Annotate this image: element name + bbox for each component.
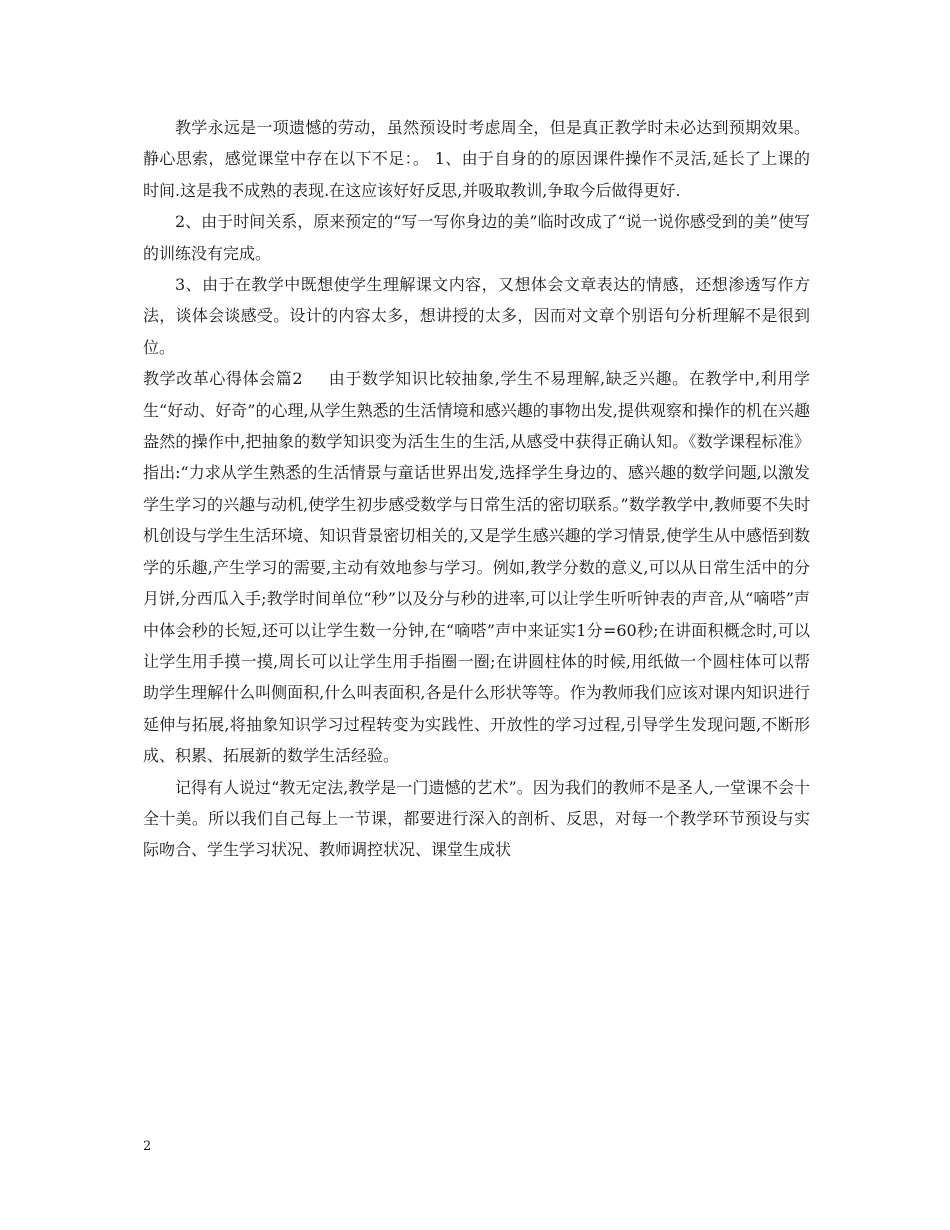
paragraph-3: 3、由于在教学中既想使学生理解课文内容，又想体会文章表达的情感，还想渗透写作方法，谈体会谈感受。设计的内容太多，想讲授的太多，因而对文章个别语句分析理解不是很到位。: [143, 275, 810, 357]
section-body: 由于数学知识比较抽象,学生不易理解,缺乏兴趣。在教学中,利用学生“好动、好奇”的心理,从学生熟悉的生活情境和感兴趣的事物出发,提供观察和操作的机在兴趣盎然的操作中,把抽象的数学知识变为活生生的生活,从感受中获得正确认知。《数学课程标准》指出:“力求从学生熟悉的生活情景与童话世界出发,选择学生身边的、感兴趣的数学问题,以激发学生学习的兴趣与动机,使学生初步感受数学与日常生活的密切联系。”数学教学中,教师要不失时机创设与学生生活环境、知识背景密切相关的,又是学生感兴趣的学习情景,使学生从中感悟到数学的乐趣,产生学习的需要,主动有效地参与学习。例如,教学分数的意义,可以从日常生活中的分月饼,分西瓜入手;教学时间单位“秒”以及分与秒的进率,可以让学生听听钟表的声音,从“嘀嗒”声中体会秒的长短,还可以让学生数一分钟,在“嘀嗒”声中来证实1分=60秒;在讲面积概念时,可以让学生用手摸一摸,周长可以让学生用手指圈一圈;在讲圆柱体的时候,用纸做一个圆柱体可以帮助学生理解什么叫侧面积,什么叫表面积,各是什么形状等等。作为教师我们应该对课内知识进行延伸与拓展,将抽象知识学习过程转变为实践性、开放性的学习过程,引导学生发现问题,不断形成、积累、拓展新的数学生活经验。: [143, 369, 810, 766]
section-paragraph: [143, 363, 810, 771]
section-heading: 教学改革心得体会篇2: [143, 369, 303, 389]
paragraph-2: 2、由于时间关系，原来预定的“写一写你身边的美”临时改成了“说一说你感受到的美”使写的训练没有完成。: [143, 212, 810, 263]
paragraph-1: 教学永远是一项遗憾的劳动，虽然预设时考虑周全，但是真正教学时未必达到预期效果。静心思索，感觉课堂中存在以下不足：。 1、由于自身的的原因课件操作不灵活,延长了上课的时间.这是我不成熟的表现.在这应该好好反思,并吸取教训,争取今后做得更好.: [143, 118, 810, 200]
closing-paragraph: 记得有人说过“教无定法,教学是一门遗憾的艺术”。因为我们的教师不是圣人,一堂课不会十全十美。所以我们自己每上一节课，都要进行深入的剖析、反思，对每一个教学环节预设与实际吻合、学生学习状况、教师调控状况、课堂生成状: [143, 777, 810, 860]
document-page: [143, 112, 810, 866]
page-number: 2: [143, 1139, 152, 1154]
